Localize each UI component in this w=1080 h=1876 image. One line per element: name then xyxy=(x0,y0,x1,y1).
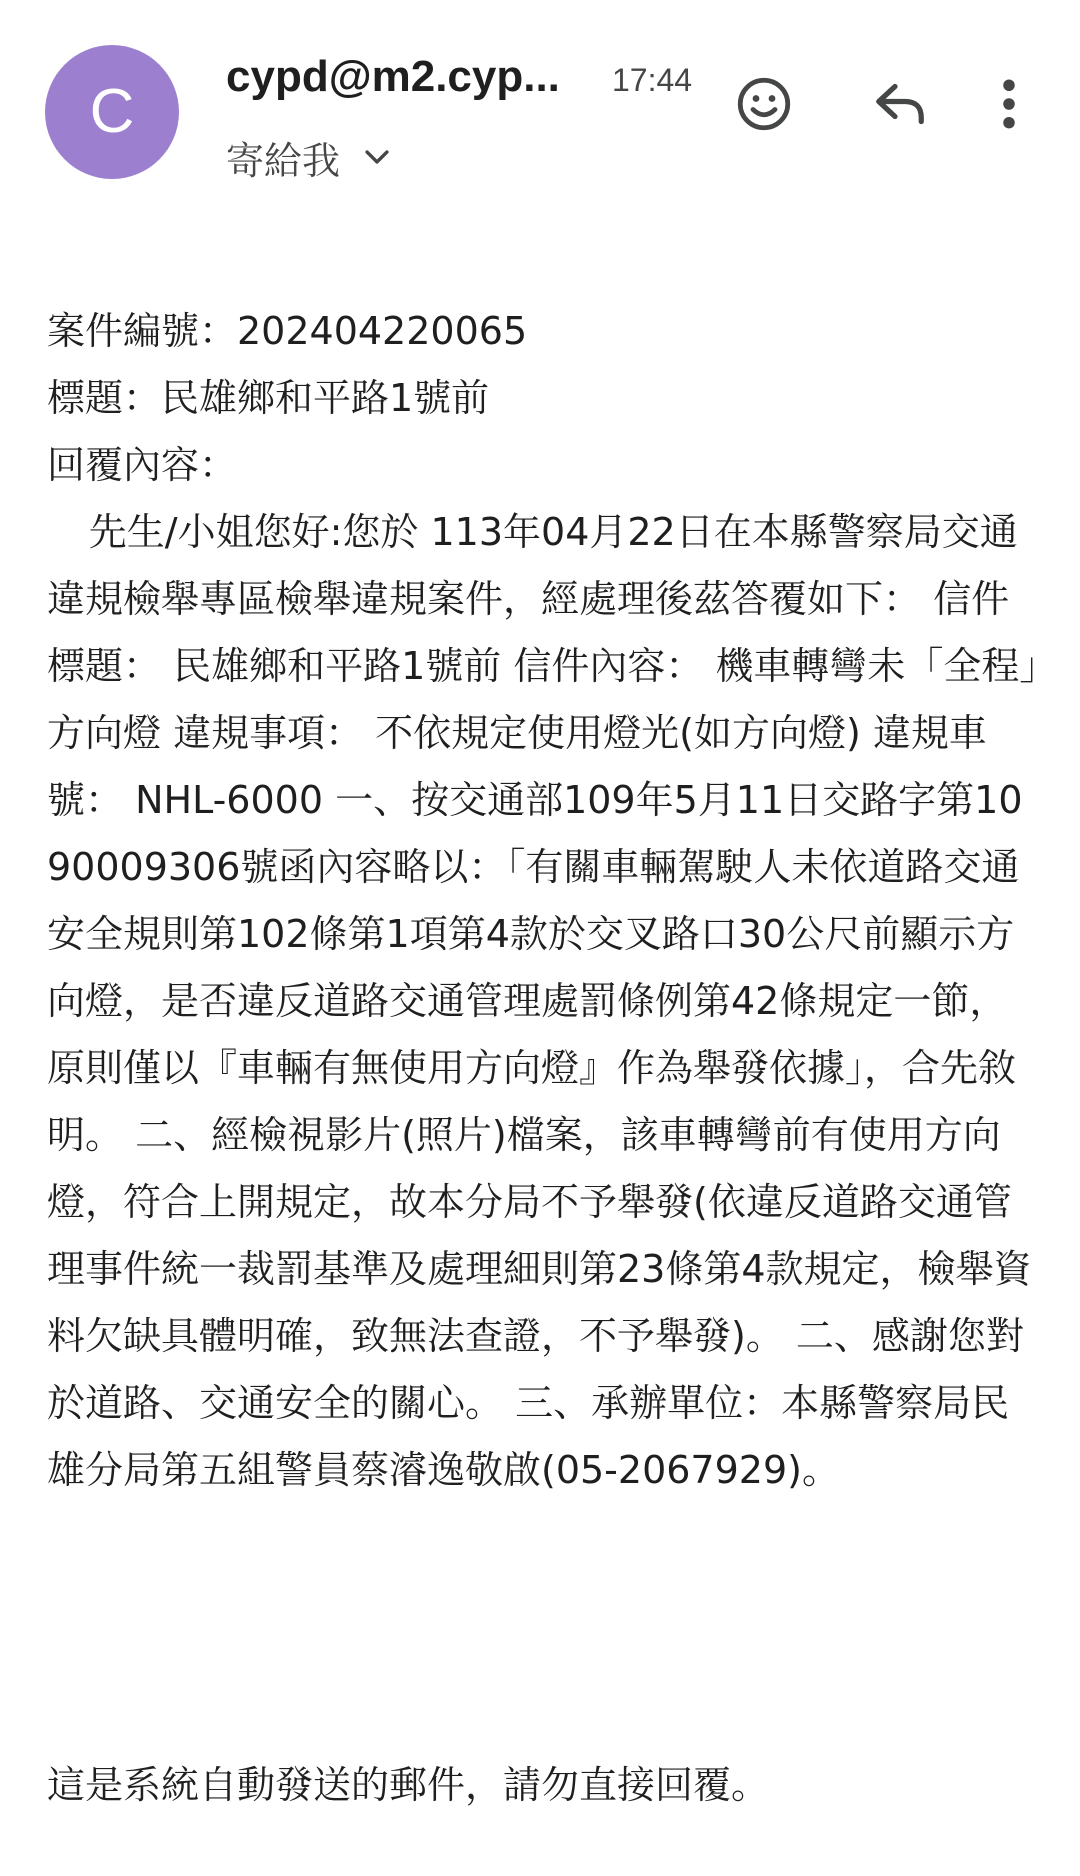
avatar-letter: C xyxy=(89,77,135,146)
reply-icon xyxy=(870,74,930,134)
sender-name[interactable]: cypd@m2.cyp... xyxy=(226,52,560,101)
more-options-button[interactable] xyxy=(984,70,1034,138)
email-body xyxy=(47,298,1042,1504)
case-number-line: 案件編號：202404220065 xyxy=(47,309,528,353)
email-header xyxy=(0,0,1080,200)
more-vert-icon xyxy=(999,74,1019,134)
auto-send-notice: 這是系統自動發送的郵件，請勿直接回覆。 xyxy=(47,1763,770,1807)
recipient-details-toggle[interactable] xyxy=(226,132,394,182)
reply-button[interactable] xyxy=(866,70,934,138)
chevron-down-icon xyxy=(360,140,394,174)
reply-label: 回覆內容： xyxy=(47,443,238,487)
sender-avatar[interactable] xyxy=(45,45,179,179)
recipient-label: 寄給我 xyxy=(226,138,341,183)
sent-time: 17:44 xyxy=(612,62,693,98)
add-reaction-button[interactable] xyxy=(730,70,798,138)
subject-line: 標題：民雄鄉和平路1號前 xyxy=(47,376,490,420)
reply-body: 先生/小姐您好:您於 113年04月22日在本縣警察局交通違規檢舉專區檢舉違規案件，經處理後茲答覆如下： 信件標題： 民雄鄉和平路1號前 信件內容： 機車轉彎未「全程」方向燈 違規事項： 不依規定使用燈光(如方向燈) 違規車號： NHL-6000 一、按交通部109年5月11日交路字第1090009306號函內容略以：「有關車輛駕駛人未依道路交通安全規則第102條第1項第4款於交叉路口30公尺前顯示方向燈，是否違反道路交通管理處罰條例第42條規定一節，原則僅以『車輛有無使用方向燈』作為舉發依據」，合先敘明。 二、經檢視影片(照片)檔案，該車轉彎前有使用方向燈，符合上開規定，故本分局不予舉發(依違反道路交通管理事件統一裁罰基準及處理細則第23條第4款規定，檢舉資料欠缺具體明確，致無法查證，不予舉發)。 二、感謝您對於道路、交通安全的關心。 三、承辦單位：本縣警察局民雄分局第五組警員蔡濬逸敬啟(05-2067929)。 xyxy=(47,510,1039,1492)
add-reaction-icon xyxy=(734,74,794,134)
